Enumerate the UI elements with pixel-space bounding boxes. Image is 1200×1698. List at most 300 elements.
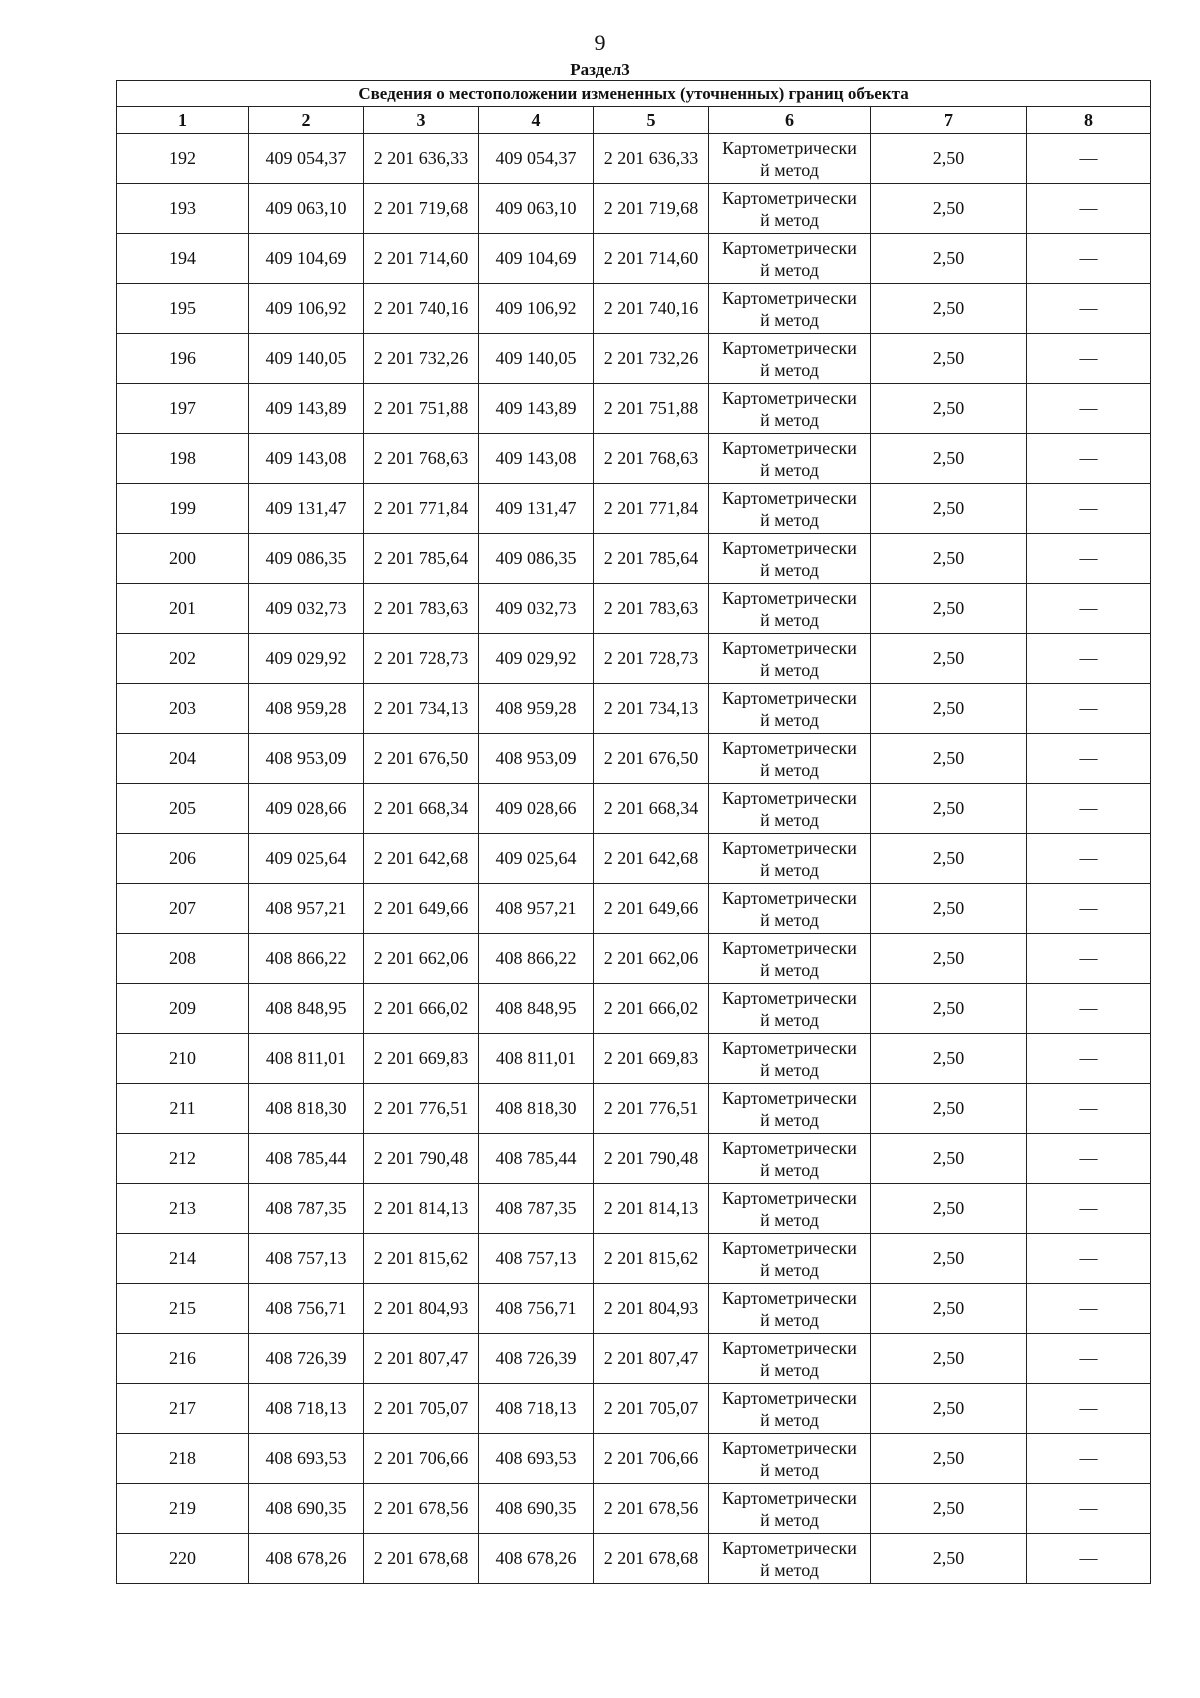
cell-point-number: 202 (117, 634, 249, 684)
cell-y-refined: 2 201 771,84 (594, 484, 709, 534)
cell-accuracy: 2,50 (871, 284, 1027, 334)
cell-point-number: 211 (117, 1084, 249, 1134)
cell-y-refined: 2 201 642,68 (594, 834, 709, 884)
cell-point-number: 199 (117, 484, 249, 534)
cell-x-refined: 408 690,35 (479, 1484, 594, 1534)
cell-y-existing: 2 201 678,56 (364, 1484, 479, 1534)
cell-y-existing: 2 201 783,63 (364, 584, 479, 634)
method-line-1: Картометрически (722, 387, 857, 408)
cell-method (709, 684, 871, 734)
table-row (117, 584, 1151, 634)
method-line-1: Картометрически (722, 1387, 857, 1408)
method-line-1: Картометрически (722, 737, 857, 758)
cell-accuracy: 2,50 (871, 584, 1027, 634)
cell-point-number: 215 (117, 1284, 249, 1334)
cell-note: — (1027, 634, 1151, 684)
cell-x-refined: 409 029,92 (479, 634, 594, 684)
table-row (117, 1334, 1151, 1384)
cell-y-existing: 2 201 642,68 (364, 834, 479, 884)
table-row (117, 1384, 1151, 1434)
method-line-2: й метод (760, 609, 819, 630)
cell-y-refined: 2 201 734,13 (594, 684, 709, 734)
cell-x-refined: 408 726,39 (479, 1334, 594, 1384)
cell-x-refined: 408 785,44 (479, 1134, 594, 1184)
cell-note: — (1027, 284, 1151, 334)
cell-x-existing: 408 848,95 (249, 984, 364, 1034)
cell-y-refined: 2 201 807,47 (594, 1334, 709, 1384)
cell-accuracy: 2,50 (871, 784, 1027, 834)
cell-y-refined: 2 201 649,66 (594, 884, 709, 934)
cell-note: — (1027, 1384, 1151, 1434)
table-header-row (117, 107, 1151, 134)
table-row (117, 884, 1151, 934)
column-header: 6 (709, 107, 871, 134)
cell-method (709, 534, 871, 584)
method-line-2: й метод (760, 1409, 819, 1430)
cell-accuracy: 2,50 (871, 934, 1027, 984)
cell-accuracy: 2,50 (871, 1234, 1027, 1284)
cell-note: — (1027, 1484, 1151, 1534)
cell-x-existing: 409 054,37 (249, 134, 364, 184)
cell-method (709, 1484, 871, 1534)
cell-point-number: 209 (117, 984, 249, 1034)
cell-note: — (1027, 1534, 1151, 1584)
cell-x-existing: 409 143,89 (249, 384, 364, 434)
cell-x-existing: 409 032,73 (249, 584, 364, 634)
table-row (117, 534, 1151, 584)
cell-x-refined: 409 104,69 (479, 234, 594, 284)
cell-point-number: 212 (117, 1134, 249, 1184)
cell-note: — (1027, 1334, 1151, 1384)
column-header: 5 (594, 107, 709, 134)
cell-y-existing: 2 201 807,47 (364, 1334, 479, 1384)
coordinates-table (116, 80, 1151, 1584)
cell-point-number: 192 (117, 134, 249, 184)
cell-x-existing: 408 866,22 (249, 934, 364, 984)
method-line-2: й метод (760, 259, 819, 280)
cell-method (709, 1084, 871, 1134)
cell-y-refined: 2 201 669,83 (594, 1034, 709, 1084)
column-header: 7 (871, 107, 1027, 134)
cell-x-existing: 409 106,92 (249, 284, 364, 334)
cell-accuracy: 2,50 (871, 884, 1027, 934)
cell-method (709, 1534, 871, 1584)
cell-point-number: 216 (117, 1334, 249, 1384)
column-header: 1 (117, 107, 249, 134)
cell-accuracy: 2,50 (871, 1384, 1027, 1434)
cell-x-refined: 408 818,30 (479, 1084, 594, 1134)
cell-method (709, 134, 871, 184)
method-line-2: й метод (760, 1009, 819, 1030)
page-number: 9 (594, 30, 606, 55)
cell-note: — (1027, 884, 1151, 934)
cell-x-existing: 408 787,35 (249, 1184, 364, 1234)
cell-x-existing: 408 690,35 (249, 1484, 364, 1534)
cell-method (709, 834, 871, 884)
cell-point-number: 217 (117, 1384, 249, 1434)
method-line-1: Картометрически (722, 337, 857, 358)
cell-method (709, 1134, 871, 1184)
cell-y-refined: 2 201 719,68 (594, 184, 709, 234)
table-row (117, 384, 1151, 434)
method-line-1: Картометрически (722, 937, 857, 958)
cell-y-existing: 2 201 771,84 (364, 484, 479, 534)
cell-x-refined: 408 866,22 (479, 934, 594, 984)
cell-point-number: 195 (117, 284, 249, 334)
column-header: 2 (249, 107, 364, 134)
cell-point-number: 214 (117, 1234, 249, 1284)
cell-x-refined: 408 756,71 (479, 1284, 594, 1334)
table-row (117, 684, 1151, 734)
cell-method (709, 784, 871, 834)
cell-method (709, 1384, 871, 1434)
cell-point-number: 203 (117, 684, 249, 734)
cell-point-number: 208 (117, 934, 249, 984)
cell-x-existing: 408 811,01 (249, 1034, 364, 1084)
cell-x-existing: 408 957,21 (249, 884, 364, 934)
cell-point-number: 196 (117, 334, 249, 384)
method-line-2: й метод (760, 909, 819, 930)
method-line-2: й метод (760, 1109, 819, 1130)
table-row (117, 184, 1151, 234)
method-line-1: Картометрически (722, 1037, 857, 1058)
cell-accuracy: 2,50 (871, 1134, 1027, 1184)
method-line-2: й метод (760, 1159, 819, 1180)
method-line-1: Картометрически (722, 637, 857, 658)
method-line-2: й метод (760, 959, 819, 980)
cell-y-refined: 2 201 666,02 (594, 984, 709, 1034)
table-row (117, 1484, 1151, 1534)
cell-x-existing: 409 140,05 (249, 334, 364, 384)
method-line-1: Картометрически (722, 1487, 857, 1508)
cell-y-existing: 2 201 785,64 (364, 534, 479, 584)
method-line-2: й метод (760, 459, 819, 480)
cell-accuracy: 2,50 (871, 1034, 1027, 1084)
method-line-1: Картометрически (722, 1237, 857, 1258)
table-row (117, 1434, 1151, 1484)
cell-x-refined: 408 953,09 (479, 734, 594, 784)
cell-y-refined: 2 201 768,63 (594, 434, 709, 484)
cell-method (709, 1184, 871, 1234)
method-line-2: й метод (760, 359, 819, 380)
cell-y-refined: 2 201 678,68 (594, 1534, 709, 1584)
method-line-2: й метод (760, 859, 819, 880)
cell-x-refined: 409 086,35 (479, 534, 594, 584)
method-line-2: й метод (760, 659, 819, 680)
cell-y-refined: 2 201 814,13 (594, 1184, 709, 1234)
method-line-2: й метод (760, 1509, 819, 1530)
cell-y-existing: 2 201 676,50 (364, 734, 479, 784)
table-row (117, 834, 1151, 884)
method-line-2: й метод (760, 709, 819, 730)
cell-y-refined: 2 201 662,06 (594, 934, 709, 984)
cell-note: — (1027, 1184, 1151, 1234)
cell-y-refined: 2 201 790,48 (594, 1134, 709, 1184)
cell-note: — (1027, 684, 1151, 734)
cell-y-existing: 2 201 636,33 (364, 134, 479, 184)
cell-y-refined: 2 201 668,34 (594, 784, 709, 834)
method-line-1: Картометрически (722, 587, 857, 608)
cell-accuracy: 2,50 (871, 234, 1027, 284)
cell-point-number: 201 (117, 584, 249, 634)
cell-note: — (1027, 1434, 1151, 1484)
cell-x-existing: 408 818,30 (249, 1084, 364, 1134)
cell-point-number: 213 (117, 1184, 249, 1234)
cell-note: — (1027, 584, 1151, 634)
cell-x-existing: 408 693,53 (249, 1434, 364, 1484)
method-line-1: Картометрически (722, 487, 857, 508)
cell-y-refined: 2 201 678,56 (594, 1484, 709, 1534)
cell-x-refined: 409 032,73 (479, 584, 594, 634)
cell-y-existing: 2 201 776,51 (364, 1084, 479, 1134)
cell-y-existing: 2 201 815,62 (364, 1234, 479, 1284)
cell-x-existing: 408 757,13 (249, 1234, 364, 1284)
method-line-1: Картометрически (722, 137, 857, 158)
cell-y-existing: 2 201 719,68 (364, 184, 479, 234)
cell-accuracy: 2,50 (871, 834, 1027, 884)
cell-x-refined: 408 787,35 (479, 1184, 594, 1234)
cell-y-existing: 2 201 740,16 (364, 284, 479, 334)
cell-note: — (1027, 1234, 1151, 1284)
method-line-2: й метод (760, 1559, 819, 1580)
method-line-1: Картометрически (722, 287, 857, 308)
cell-note: — (1027, 484, 1151, 534)
cell-note: — (1027, 1134, 1151, 1184)
cell-method (709, 1334, 871, 1384)
method-line-1: Картометрически (722, 787, 857, 808)
cell-y-existing: 2 201 705,07 (364, 1384, 479, 1434)
table-row (117, 1534, 1151, 1584)
cell-accuracy: 2,50 (871, 684, 1027, 734)
cell-note: — (1027, 834, 1151, 884)
cell-x-existing: 408 756,71 (249, 1284, 364, 1334)
cell-x-existing: 408 678,26 (249, 1534, 364, 1584)
cell-note: — (1027, 334, 1151, 384)
method-line-2: й метод (760, 1359, 819, 1380)
cell-point-number: 198 (117, 434, 249, 484)
cell-accuracy: 2,50 (871, 1484, 1027, 1534)
cell-note: — (1027, 184, 1151, 234)
cell-point-number: 204 (117, 734, 249, 784)
cell-x-refined: 408 718,13 (479, 1384, 594, 1434)
cell-y-refined: 2 201 751,88 (594, 384, 709, 434)
method-line-1: Картометрически (722, 1187, 857, 1208)
method-line-1: Картометрически (722, 1137, 857, 1158)
method-line-2: й метод (760, 809, 819, 830)
cell-method (709, 434, 871, 484)
cell-y-refined: 2 201 676,50 (594, 734, 709, 784)
cell-accuracy: 2,50 (871, 384, 1027, 434)
cell-x-existing: 409 086,35 (249, 534, 364, 584)
cell-accuracy: 2,50 (871, 734, 1027, 784)
cell-method (709, 284, 871, 334)
method-line-2: й метод (760, 309, 819, 330)
table-row (117, 1284, 1151, 1334)
method-line-1: Картометрически (722, 837, 857, 858)
cell-accuracy: 2,50 (871, 184, 1027, 234)
cell-method (709, 1284, 871, 1334)
cell-x-refined: 409 140,05 (479, 334, 594, 384)
cell-accuracy: 2,50 (871, 534, 1027, 584)
cell-x-refined: 408 678,26 (479, 1534, 594, 1584)
cell-y-existing: 2 201 814,13 (364, 1184, 479, 1234)
cell-x-existing: 409 028,66 (249, 784, 364, 834)
cell-note: — (1027, 1284, 1151, 1334)
cell-y-existing: 2 201 734,13 (364, 684, 479, 734)
cell-y-existing: 2 201 732,26 (364, 334, 479, 384)
table-row (117, 1084, 1151, 1134)
cell-point-number: 218 (117, 1434, 249, 1484)
cell-x-existing: 408 953,09 (249, 734, 364, 784)
cell-note: — (1027, 1034, 1151, 1084)
table-row (117, 334, 1151, 384)
cell-y-existing: 2 201 668,34 (364, 784, 479, 834)
table-row (117, 1184, 1151, 1234)
cell-note: — (1027, 384, 1151, 434)
cell-x-refined: 409 028,66 (479, 784, 594, 834)
cell-x-existing: 409 063,10 (249, 184, 364, 234)
cell-accuracy: 2,50 (871, 1434, 1027, 1484)
cell-y-refined: 2 201 776,51 (594, 1084, 709, 1134)
cell-method (709, 584, 871, 634)
method-line-2: й метод (760, 1459, 819, 1480)
method-line-2: й метод (760, 1309, 819, 1330)
table-row (117, 234, 1151, 284)
cell-point-number: 197 (117, 384, 249, 434)
cell-y-existing: 2 201 768,63 (364, 434, 479, 484)
cell-x-refined: 408 693,53 (479, 1434, 594, 1484)
method-line-1: Картометрически (722, 1537, 857, 1558)
cell-y-existing: 2 201 649,66 (364, 884, 479, 934)
cell-y-existing: 2 201 728,73 (364, 634, 479, 684)
table-row (117, 634, 1151, 684)
cell-method (709, 634, 871, 684)
column-header: 4 (479, 107, 594, 134)
cell-x-existing: 408 726,39 (249, 1334, 364, 1384)
table-row (117, 934, 1151, 984)
cell-note: — (1027, 734, 1151, 784)
cell-y-refined: 2 201 740,16 (594, 284, 709, 334)
cell-point-number: 220 (117, 1534, 249, 1584)
method-line-1: Картометрически (722, 537, 857, 558)
table-caption-row (117, 81, 1151, 107)
cell-method (709, 1234, 871, 1284)
cell-method (709, 934, 871, 984)
method-line-1: Картометрически (722, 1287, 857, 1308)
cell-accuracy: 2,50 (871, 984, 1027, 1034)
cell-y-refined: 2 201 636,33 (594, 134, 709, 184)
method-line-2: й метод (760, 759, 819, 780)
cell-y-refined: 2 201 785,64 (594, 534, 709, 584)
cell-y-existing: 2 201 804,93 (364, 1284, 479, 1334)
cell-accuracy: 2,50 (871, 434, 1027, 484)
table-caption: Сведения о местоположении измененных (уточненных) границ объекта (117, 81, 1151, 107)
cell-y-existing: 2 201 714,60 (364, 234, 479, 284)
section-title: Раздел3 (570, 60, 630, 79)
table-row (117, 434, 1151, 484)
cell-method (709, 734, 871, 784)
cell-y-refined: 2 201 783,63 (594, 584, 709, 634)
cell-method (709, 484, 871, 534)
cell-y-refined: 2 201 714,60 (594, 234, 709, 284)
cell-x-refined: 408 959,28 (479, 684, 594, 734)
method-line-2: й метод (760, 159, 819, 180)
method-line-2: й метод (760, 509, 819, 530)
cell-point-number: 205 (117, 784, 249, 834)
cell-x-refined: 409 131,47 (479, 484, 594, 534)
method-line-2: й метод (760, 1209, 819, 1230)
table-row (117, 1234, 1151, 1284)
method-line-1: Картометрически (722, 1087, 857, 1108)
method-line-2: й метод (760, 1259, 819, 1280)
method-line-2: й метод (760, 1059, 819, 1080)
cell-note: — (1027, 984, 1151, 1034)
cell-point-number: 194 (117, 234, 249, 284)
cell-accuracy: 2,50 (871, 1084, 1027, 1134)
cell-y-existing: 2 201 662,06 (364, 934, 479, 984)
cell-method (709, 334, 871, 384)
cell-y-existing: 2 201 751,88 (364, 384, 479, 434)
cell-x-existing: 409 025,64 (249, 834, 364, 884)
cell-method (709, 1034, 871, 1084)
method-line-1: Картометрически (722, 437, 857, 458)
cell-x-refined: 409 143,89 (479, 384, 594, 434)
cell-note: — (1027, 1084, 1151, 1134)
cell-x-refined: 408 811,01 (479, 1034, 594, 1084)
cell-accuracy: 2,50 (871, 1334, 1027, 1384)
cell-y-refined: 2 201 815,62 (594, 1234, 709, 1284)
cell-x-existing: 408 959,28 (249, 684, 364, 734)
cell-y-existing: 2 201 666,02 (364, 984, 479, 1034)
cell-y-refined: 2 201 804,93 (594, 1284, 709, 1334)
method-line-2: й метод (760, 209, 819, 230)
cell-accuracy: 2,50 (871, 134, 1027, 184)
cell-x-existing: 408 785,44 (249, 1134, 364, 1184)
cell-method (709, 984, 871, 1034)
method-line-1: Картометрически (722, 887, 857, 908)
cell-y-refined: 2 201 728,73 (594, 634, 709, 684)
cell-y-existing: 2 201 669,83 (364, 1034, 479, 1084)
cell-point-number: 193 (117, 184, 249, 234)
cell-y-refined: 2 201 706,66 (594, 1434, 709, 1484)
cell-x-existing: 409 104,69 (249, 234, 364, 284)
cell-method (709, 184, 871, 234)
cell-point-number: 219 (117, 1484, 249, 1534)
table-row (117, 484, 1151, 534)
cell-y-existing: 2 201 706,66 (364, 1434, 479, 1484)
column-header: 3 (364, 107, 479, 134)
table-row (117, 1134, 1151, 1184)
cell-method (709, 884, 871, 934)
cell-accuracy: 2,50 (871, 1534, 1027, 1584)
cell-point-number: 207 (117, 884, 249, 934)
cell-method (709, 234, 871, 284)
cell-y-existing: 2 201 678,68 (364, 1534, 479, 1584)
cell-note: — (1027, 534, 1151, 584)
column-header: 8 (1027, 107, 1151, 134)
method-line-1: Картометрически (722, 687, 857, 708)
cell-method (709, 384, 871, 434)
cell-point-number: 210 (117, 1034, 249, 1084)
cell-note: — (1027, 784, 1151, 834)
table-body (117, 134, 1151, 1584)
table-row (117, 1034, 1151, 1084)
cell-x-existing: 409 029,92 (249, 634, 364, 684)
cell-x-refined: 409 025,64 (479, 834, 594, 884)
cell-point-number: 200 (117, 534, 249, 584)
cell-x-refined: 408 757,13 (479, 1234, 594, 1284)
method-line-1: Картометрически (722, 987, 857, 1008)
